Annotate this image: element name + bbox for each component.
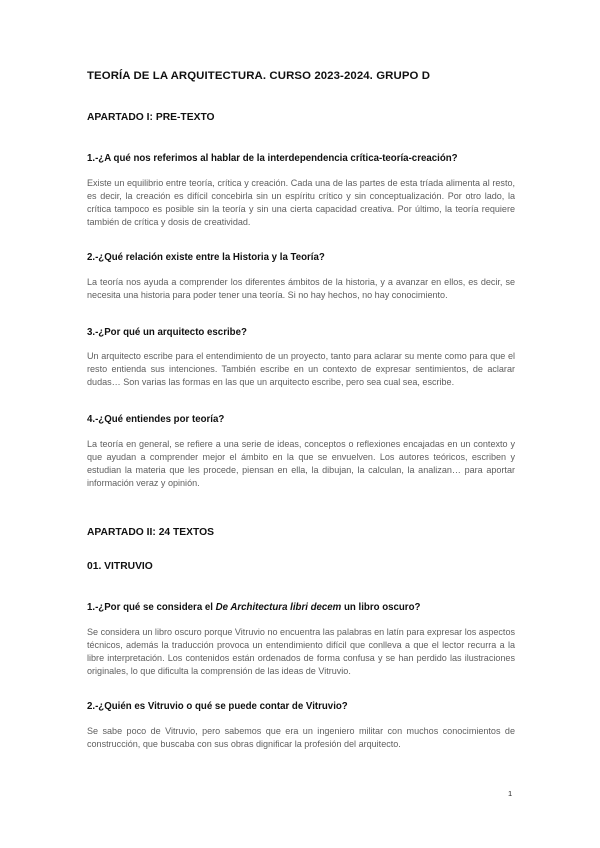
question-2-heading: 2.-¿Qué relación existe entre la Historia y la Teoría? xyxy=(87,252,325,263)
vitruvio-question-2-answer: Se sabe poco de Vitruvio, pero sabemos que era un ingeniero militar con muchos conocimientos de construcción, que buscaba con sus obras dignificar la profesión del arquitecto. xyxy=(87,726,515,749)
vitruvio-question-1-suffix: un libro oscuro? xyxy=(341,602,421,613)
book-title: De Architectura libri decem xyxy=(215,602,342,613)
apartado-1-heading: APARTADO I: PRE-TEXTO xyxy=(87,112,215,123)
question-2-answer: La teoría nos ayuda a comprender los diferentes ámbitos de la historia, y a avanzar en ellos, es decir, se necesita una historia para poder tener una teoría. Si no hay hechos, no hay conocimiento. xyxy=(87,277,515,300)
question-4-answer: La teoría en general, se refiere a una serie de ideas, conceptos o reflexiones encajadas en un contexto y que ayudan a comprender mejor el ámbito en la que se envuelven. Los autores teóricos, escriben y estudian la materia que les procede, piensan en ella, la dibujan, la calculan, la analizan… para aportar información veraz y opinión. xyxy=(87,439,515,488)
question-4-heading: 4.-¿Qué entiendes por teoría? xyxy=(87,414,225,425)
question-1-heading: 1.-¿A qué nos referimos al hablar de la interdependencia crítica-teoría-creación? xyxy=(87,153,458,164)
apartado-2-heading: APARTADO II: 24 TEXTOS xyxy=(87,527,215,538)
page-number: 1 xyxy=(508,789,513,798)
vitruvio-question-1-answer: Se considera un libro oscuro porque Vitruvio no encuentra las palabras en latín para expresar los aspectos técnicos, además la traducción provoca un entendimiento difícil que conlleva a que el lector recurra a la libre interpretación. Los contenidos están ordenados de forma confusa y se han perdido las ilustraciones originales, lo que dificulta la comprensión de las ideas de Vitruvio. xyxy=(87,627,515,676)
question-3-heading: 3.-¿Por qué un arquitecto escribe? xyxy=(87,327,247,338)
section-vitruvio-heading: 01. VITRUVIO xyxy=(87,561,153,572)
question-1-answer: Existe un equilibrio entre teoría, crítica y creación. Cada una de las partes de esta tríada alimenta al resto, es decir, la creación es difícil concebirla sin un espíritu crítico y sin conceptualización. Por otro lado, la crítica tampoco es posible sin la teoría y sin una cierta capacidad creativa. Por último, la teoría requiere también de crítica y dosis de creatividad. xyxy=(87,178,515,227)
vitruvio-question-2-heading: 2.-¿Quién es Vitruvio o qué se puede contar de Vitruvio? xyxy=(87,701,348,712)
vitruvio-question-1-heading xyxy=(87,602,517,613)
vitruvio-question-1-prefix: 1.-¿Por qué se considera el xyxy=(87,602,216,613)
document-title: TEORÍA DE LA ARQUITECTURA. CURSO 2023-2024. GRUPO D xyxy=(87,70,431,82)
question-3-answer: Un arquitecto escribe para el entendimiento de un proyecto, tanto para aclarar su mente como para que el resto entienda sus intenciones. También escribe en un contexto de expresar sentimientos, de aclarar dudas… Son varias las formas en las que un arquitecto escribe, pero sea cual sea, escribe. xyxy=(87,351,515,387)
